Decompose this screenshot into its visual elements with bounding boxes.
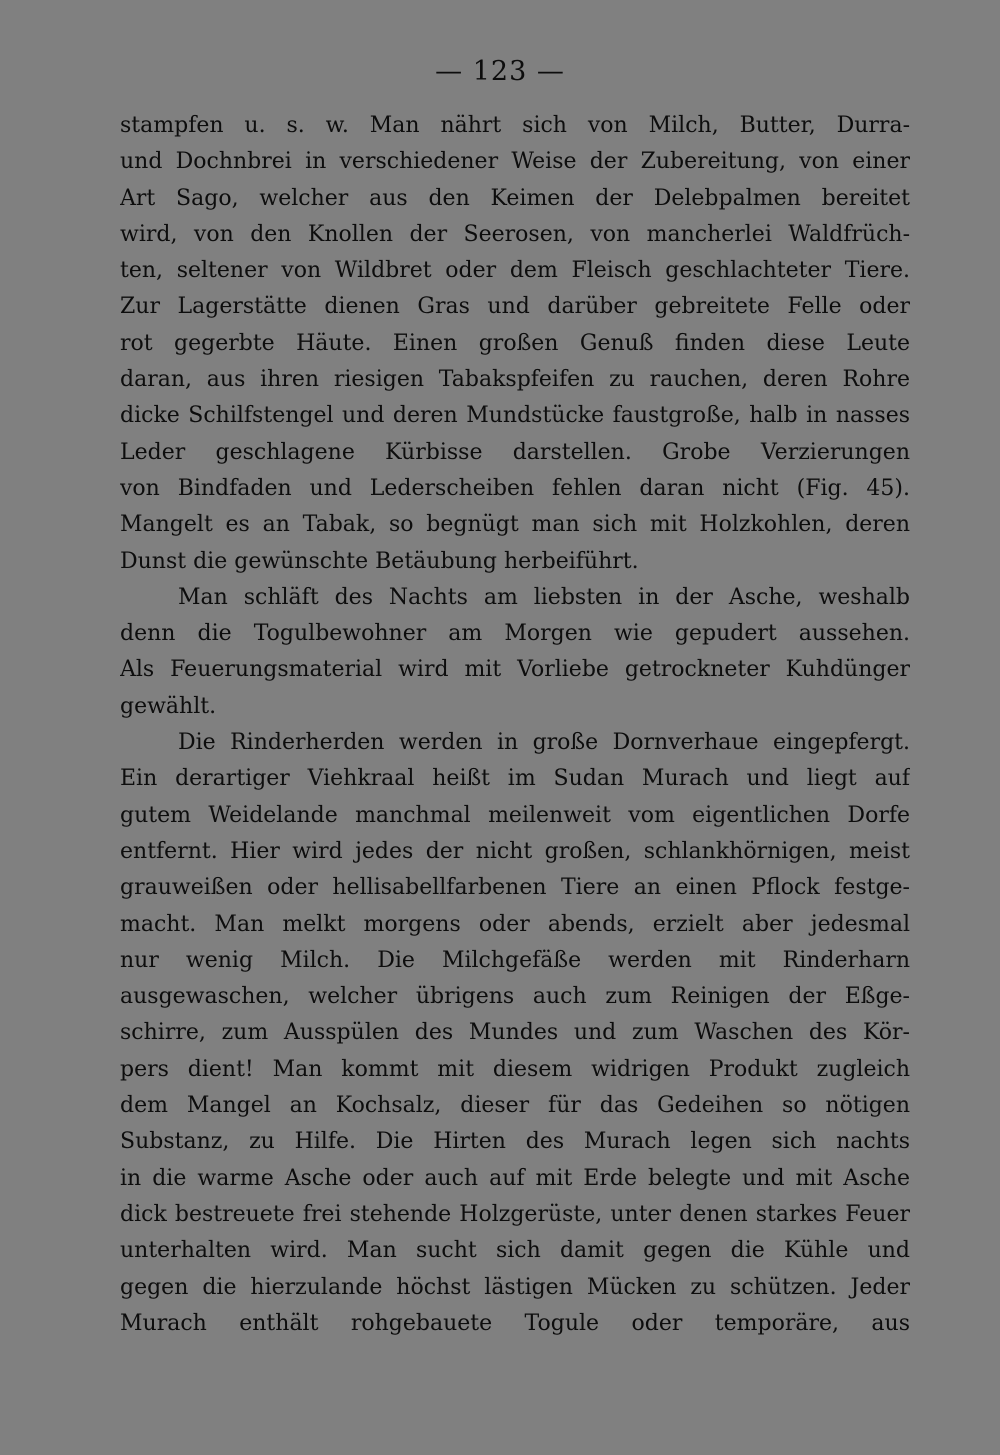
text-line: stampfen u. s. w. Man nährt sich von Milch, Butter, Durra- <box>120 113 910 138</box>
text-line: denn die Togulbewohner am Morgen wie gepudert aussehen. <box>120 621 910 647</box>
text-line: von Bindfaden und Lederscheiben fehlen daran nicht (Fig. 45). <box>120 475 910 501</box>
text-line: nur wenig Milch. Die Milchgefäße werden mit Rinderharn <box>120 947 910 973</box>
text-line: gutem Weidelande manchmal meilenweit vom eigentlichen Dorfe <box>120 802 910 828</box>
text-line: Man schläft des Nachts am liebsten in der Asche, weshalb <box>178 584 910 610</box>
text-line: Zur Lagerstätte dienen Gras und darüber gebreitete Felle oder <box>120 294 910 320</box>
text-line: Dunst die gewünschte Betäubung herbeiführt. <box>120 548 639 574</box>
text-line: in die warme Asche oder auch auf mit Erde belegte und mit Asche <box>120 1165 910 1191</box>
text-line: rot gegerbte Häute. Einen großen Genuß finden diese Leute <box>120 330 910 356</box>
text-line: Mangelt es an Tabak, so begnügt man sich mit Holzkohlen, deren <box>120 512 910 538</box>
text-line: Ein derartiger Viehkraal heißt im Sudan Murach und liegt auf <box>120 766 910 792</box>
body-text <box>120 108 910 1342</box>
text-line: unterhalten wird. Man sucht sich damit gegen die Kühle und <box>120 1238 910 1264</box>
text-line: gewählt. <box>120 693 217 719</box>
text-line: entfernt. Hier wird jedes der nicht großen, schlankhörnigen, meist <box>120 838 910 864</box>
text-line: schirre, zum Ausspülen des Mundes und zum Waschen des Kör- <box>120 1020 910 1046</box>
text-line: Als Feuerungsmaterial wird mit Vorliebe getrockneter Kuhdünger <box>120 657 910 683</box>
text-line: Substanz, zu Hilfe. Die Hirten des Murach legen sich nachts <box>120 1129 910 1155</box>
text-line: grauweißen oder hellisabellfarbenen Tiere an einen Pflock festge- <box>120 875 910 901</box>
text-line: ten, seltener von Wildbret oder dem Fleisch geschlachteter Tiere. <box>120 258 910 284</box>
text-line: pers dient! Man kommt mit diesem widrigen Produkt zugleich <box>120 1056 910 1082</box>
text-line: Murach enthält rohgebauete Togule oder temporäre, aus <box>120 1310 910 1336</box>
text-line: daran, aus ihren riesigen Tabakspfeifen zu rauchen, deren Rohre <box>120 367 910 393</box>
text-line: Art Sago, welcher aus den Keimen der Delebpalmen bereitet <box>120 185 910 211</box>
text-line: dem Mangel an Kochsalz, dieser für das Gedeihen so nötigen <box>120 1093 910 1119</box>
text-line: Die Rinderherden werden in große Dornverhaue eingepfergt. <box>178 730 910 756</box>
text-line: dicke Schilfstengel und deren Mundstücke faustgroße, halb in nasses <box>120 403 910 429</box>
text-line: ausgewaschen, welcher übrigens auch zum Reinigen der Eßge- <box>120 984 910 1010</box>
text-line: Leder geschlagene Kürbisse darstellen. Grobe Verzierungen <box>120 439 910 465</box>
text-line: gegen die hierzulande höchst lästigen Mücken zu schützen. Jeder <box>120 1274 910 1300</box>
text-line: wird, von den Knollen der Seerosen, von mancherlei Waldfrüch- <box>120 221 910 247</box>
page-number: — 123 — <box>435 56 565 87</box>
text-line: und Dochnbrei in verschiedener Weise der Zubereitung, von einer <box>120 149 910 175</box>
text-line: dick bestreuete frei stehende Holzgerüste, unter denen starkes Feuer <box>120 1201 910 1227</box>
text-line: macht. Man melkt morgens oder abends, erzielt aber jedesmal <box>120 911 910 937</box>
